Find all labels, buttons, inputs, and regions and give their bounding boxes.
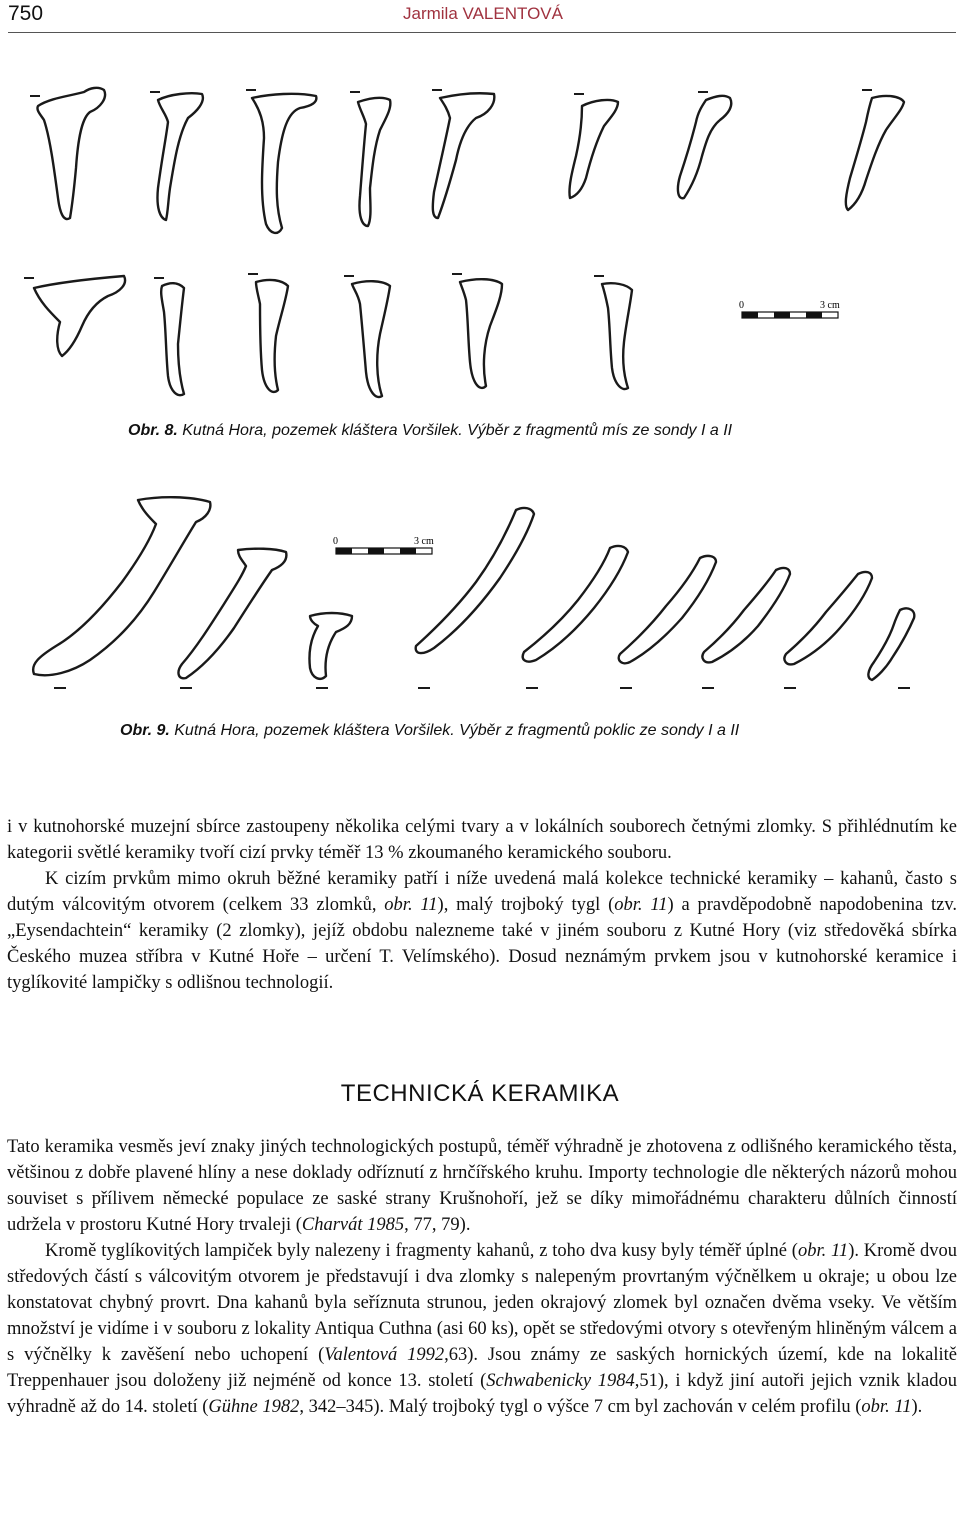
italic-run: obr. — [384, 895, 413, 915]
italic-run: Valentová 1992 — [324, 1345, 445, 1365]
bowl-fragment — [460, 279, 502, 388]
text-run: , 342–345). Malý trojboký tygl o výšce 7 cm byl zachován v celém profilu ( — [299, 1397, 862, 1417]
scale-bar — [739, 300, 840, 318]
bowl-fragment — [37, 88, 105, 219]
italic-run: obr. 11 — [861, 1397, 912, 1417]
bowl-fragment — [846, 96, 904, 210]
caption-label: Obr. 9. — [120, 722, 170, 739]
lid-fragment — [619, 556, 716, 663]
page-number: 750 — [8, 2, 44, 25]
text-run: ). Kromě dvou středových částí s válcovitým otvorem je představují i dva zlomky s nalepeným provrtaným výčnělkem u okraje; u obou lze konstatovat chybný provrt. Dna kahanů byla seříznuta strunou, jeden okrajový zlomek byl označen dvěma vseky. Ve větším množství je vidíme i v souboru z lokality Antiqua Cuthna (asi 60 ks), opět se středovými otvory s otevřeným hliněným válcem a s výčnělky k zavěšení nebo uchopení ( — [7, 1241, 957, 1365]
lid-fragment — [416, 508, 534, 653]
lid-fragment — [784, 572, 872, 664]
section-heading: TECHNICKÁ KERAMIKA — [340, 1080, 620, 1107]
bowl-fragment — [252, 94, 316, 233]
figure-9-caption — [120, 722, 739, 740]
lid-fragment — [702, 568, 790, 662]
italic-run: Schwabenicky 1984 — [486, 1371, 635, 1391]
bowl-fragment — [602, 283, 632, 389]
bowl-fragment — [157, 93, 202, 220]
italic-run: Charvát 1985 — [301, 1215, 405, 1235]
paragraph — [7, 814, 957, 866]
page-header — [8, 0, 956, 33]
italic-run: 11 — [420, 895, 438, 915]
scale-end-label: 3 cm — [820, 300, 840, 311]
caption-text: Kutná Hora, pozemek kláštera Voršilek. Výběr z fragmentů poklic ze sondy I a II — [169, 722, 740, 739]
bowl-fragment — [569, 100, 618, 198]
caption-text: Kutná Hora, pozemek kláštera Voršilek. Výběr z fragmentů mís ze sondy I a II — [177, 422, 733, 439]
lid-fragment — [309, 613, 352, 679]
paragraph — [7, 1238, 957, 1420]
text-run: ,63). Jsou známy ze saských hornických území, kde na lokalitě Treppenhauer jsou doloženy již nejméně od konce 13. století ( — [7, 1345, 958, 1391]
scale-zero-label: 0 — [333, 536, 338, 547]
body-text-top — [7, 814, 957, 996]
bowl-fragment — [161, 283, 184, 395]
text-run: ,51), i když jiní autoři jejich vznik kladou výhradně až do 14. století ( — [7, 1371, 957, 1417]
lid-fragment — [33, 497, 210, 675]
figure-8-caption — [128, 422, 732, 440]
bowl-fragment — [678, 96, 731, 198]
bowl-fragment — [256, 280, 288, 392]
italic-run: obr. 11 — [614, 895, 668, 915]
text-run: Kromě tyglíkovitých lampiček byly nalezeny i fragmenty kahanů, z toho dva kusy byly téměř úplné ( — [45, 1241, 798, 1261]
text-run: ). — [911, 1397, 923, 1417]
text-run: , 77, 79). — [404, 1215, 471, 1235]
body-text-bottom — [7, 1134, 957, 1420]
bowl-fragment — [433, 93, 495, 218]
paragraph — [7, 866, 957, 996]
paragraph — [7, 1134, 957, 1238]
figure-8-drawing — [20, 78, 950, 408]
text-run: K cizím prvkům mimo okruh běžné keramiky patří i níže uvedená malá kolekce technické keramiky – kahanů, často s dutým válcovitým otvorem (celkem 33 zlomků, — [7, 869, 957, 915]
text-run: i v kutnohorské muzejní sbírce zastoupeny několika celými tvary a v lokálních souborech četnými zlomky. S přihlédnutím ke kategorii světlé keramiky tvoří cizí prvky téměř 13 % zkoumaného keramického souboru. — [7, 817, 957, 863]
running-head-author: Jarmila VALENTOVÁ — [403, 4, 563, 23]
text-run: Tato keramika vesměs jeví znaky jiných technologických postupů, téměř výhradně je zhotovena z odlišného keramického těsta, většinou z dobře plavené hlíny a nese doklady odříznutí z hrnčířského kruhu. Importy technologie dle některých názorů mohou souviset s přílivem německé populace ze saské strany Krušnohoří, jež se díky mimořádnému charakteru důlních činností udržela v prostoru Kutné Hory trvaleji ( — [7, 1137, 957, 1235]
lid-fragment — [868, 608, 914, 680]
figure-9-drawing — [20, 488, 950, 698]
scale-end-label: 3 cm — [414, 536, 434, 547]
lid-fragment — [179, 549, 287, 679]
scale-bar — [333, 536, 434, 554]
bowl-fragment — [34, 276, 125, 356]
bowl-fragment — [358, 98, 390, 226]
italic-run: obr. 11 — [797, 1241, 849, 1261]
text-run: ), malý trojboký tygl ( — [437, 895, 615, 915]
bowl-fragment — [352, 281, 390, 397]
italic-run: Gühne 1982 — [208, 1397, 300, 1417]
scale-zero-label: 0 — [739, 300, 744, 311]
lid-fragment — [523, 546, 628, 662]
caption-label: Obr. 8. — [128, 422, 178, 439]
text-run: ) a pravděpodobně napodobenina tzv. „Eysendachtein“ keramiky (2 zlomky), jejíž obdobu nalezneme také v jiném souboru z Kutné Hory (viz středověká sbírka Českého muzea stříbra v Kutné Hoře – určení T. Velímského). Dosud neznámým prvkem jsou v kutnohorské keramice i tyglíkovité lampičky s odlišnou technologií. — [7, 895, 957, 993]
